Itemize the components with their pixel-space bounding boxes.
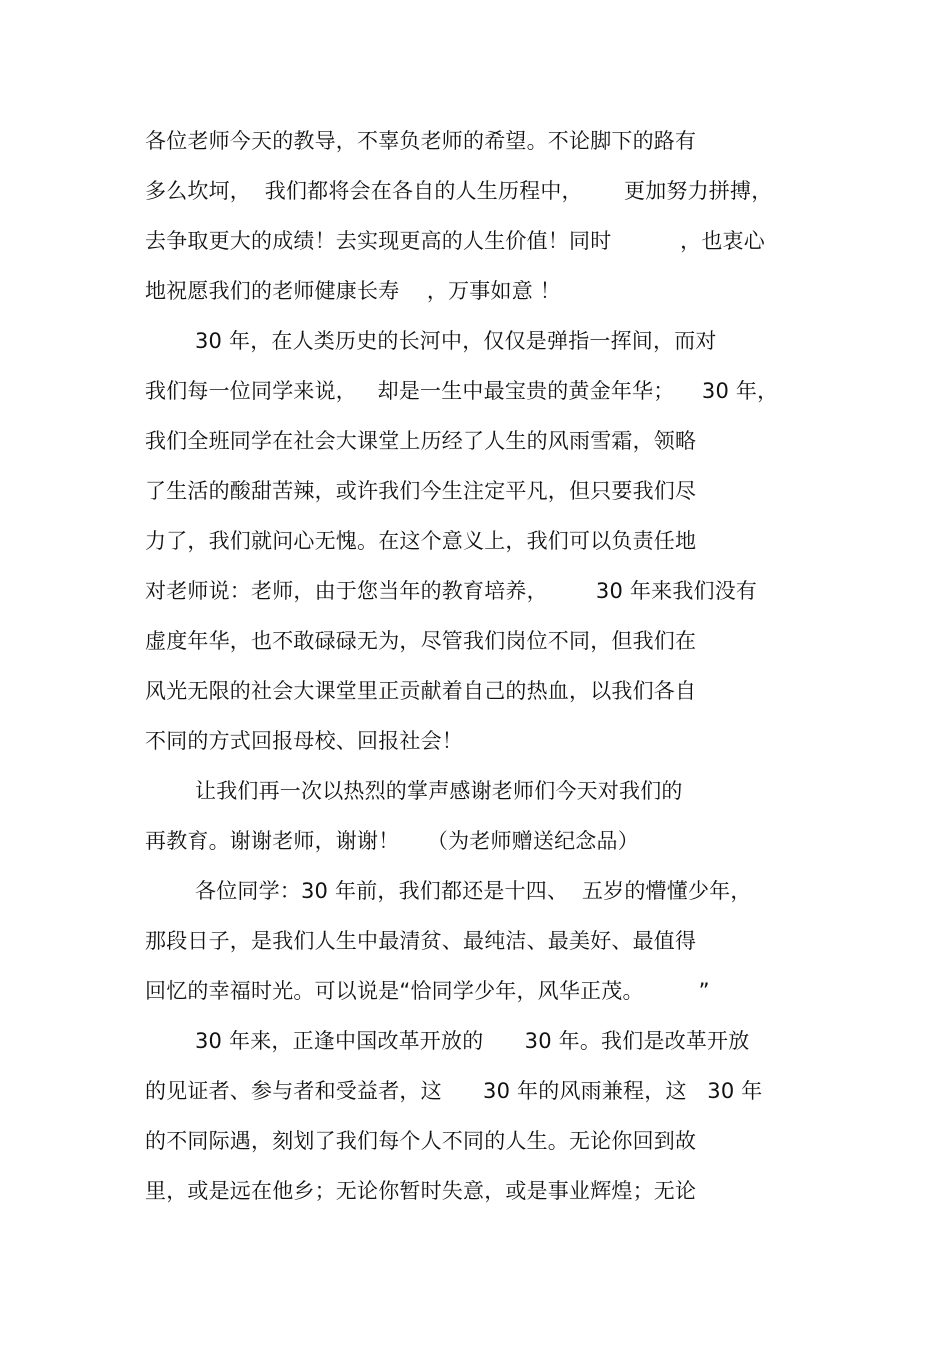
text-line: 地祝愿我们的老师健康长寿 ，万事如意 ！ <box>145 279 561 303</box>
text-line: 虚度年华，也不敢碌碌无为，尽管我们岗位不同，但我们在 <box>145 629 697 653</box>
text-line: 里，或是远在他乡；无论你暂时失意，或是事业辉煌；无论 <box>145 1179 697 1203</box>
paragraph-first-line: 各位同学：30 年前，我们都还是十四、 五岁的懵懂少年， <box>195 879 752 903</box>
text-line: 不同的方式回报母校、回报社会！ <box>145 729 463 753</box>
text-line: 的见证者、参与者和受益者，这 30 年的风雨兼程，这 30 年 <box>145 1079 763 1103</box>
text-line: 对老师说：老师，由于您当年的教育培养， 30 年来我们没有 <box>145 579 758 603</box>
text-line: 多么坎坷， 我们都将会在各自的人生历程中， 更加努力拼搏， <box>145 179 773 203</box>
text-line: 了生活的酸甜苦辣，或许我们今生注定平凡，但只要我们尽 <box>145 479 697 503</box>
paragraph-first-line: 让我们再一次以热烈的掌声感谢老师们今天对我们的 <box>195 779 683 803</box>
text-line: 去争取更大的成绩！去实现更高的人生价值！同时 ，也衷心 <box>145 229 765 253</box>
text-line: 那段日子，是我们人生中最清贫、最纯洁、最美好、最值得 <box>145 929 697 953</box>
paragraph-first-line: 30 年来，正逢中国改革开放的 30 年。我们是改革开放 <box>195 1029 750 1053</box>
text-line: 的不同际遇，刻划了我们每个人不同的人生。无论你回到故 <box>145 1129 697 1153</box>
text-line: 力了，我们就问心无愧。在这个意义上，我们可以负责任地 <box>145 529 697 553</box>
text-line: 我们每一位同学来说， 却是一生中最宝贵的黄金年华； 30 年， <box>145 379 779 403</box>
text-line: 风光无限的社会大课堂里正贡献着自己的热血，以我们各自 <box>145 679 697 703</box>
text-line: 各位老师今天的教导，不辜负老师的希望。不论脚下的路有 <box>145 129 697 153</box>
paragraph-first-line: 30 年，在人类历史的长河中，仅仅是弹指一挥间，而对 <box>195 329 717 353</box>
text-line: 再教育。谢谢老师，谢谢！ （为老师赠送纪念品） <box>145 829 639 853</box>
text-line: 我们全班同学在社会大课堂上历经了人生的风雨雪霜，领略 <box>145 429 697 453</box>
text-line: 回忆的幸福时光。可以说是“恰同学少年，风华正茂。 ” <box>145 979 710 1003</box>
